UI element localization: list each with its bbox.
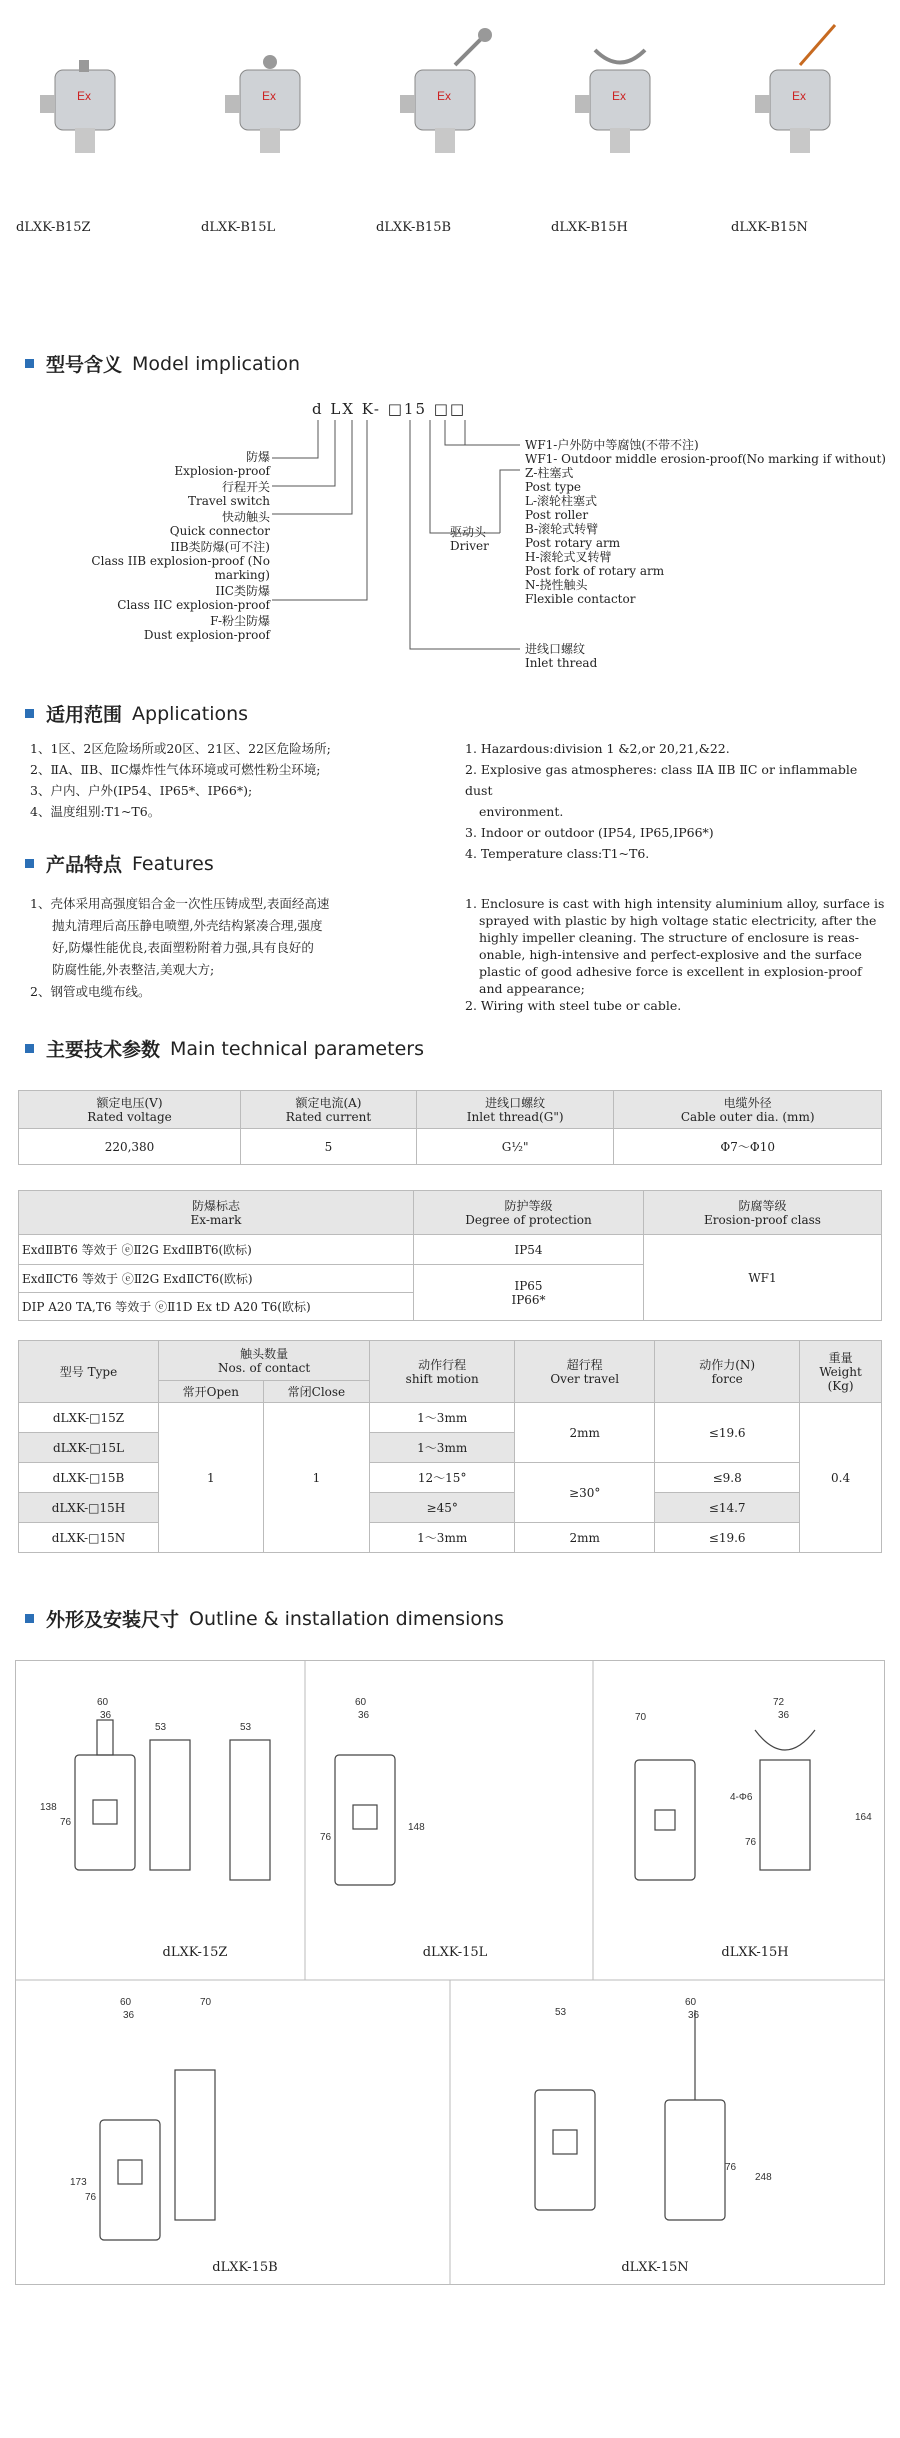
svg-text:76: 76 — [85, 2192, 97, 2203]
model-driver: 驱动头 Driver — [450, 525, 489, 553]
svg-text:Ex: Ex — [262, 89, 277, 103]
svg-text:138: 138 — [40, 1802, 57, 1813]
table-mechanical: 型号 Type 触头数量 Nos. of contact 动作行程 shift motion 超行程 Over travel 动作力(N) force 重量 Weight (Kg) 常开Open 常闭Close dLXK-□15Z 1 1 1～3mm 2mm ≤19.6 0.4 dLXK-□15L 1～3mm dLXK-□15B 12～15° ≥30° ≤9.8 dLXK-□15H ≥45° ≤14.7 dLXK-□15N 1～3mm 2mm ≤19.6 — [18, 1340, 882, 1553]
features-en: 1. Enclosure is cast with high intensity aluminium alloy, surface is sprayed with plastic by high voltage static electricity, after the highly impeller cleaning. The structure of enclosure is reas- onable, high-intensive and perfect-explosive and the surface plastic of good adhesive force is excellent in explosion-proof and appearance; 2. Wiring with steel tube or cable. — [465, 896, 885, 1013]
svg-text:60: 60 — [97, 1697, 109, 1708]
svg-text:164: 164 — [855, 1812, 872, 1823]
table-row: dLXK-□15N 1～3mm 2mm ≤19.6 — [19, 1523, 882, 1553]
drawing-label: dLXK-15L — [422, 1945, 488, 1960]
svg-text:148: 148 — [408, 1822, 425, 1833]
svg-text:70: 70 — [635, 1712, 647, 1723]
section-model: 型号含义 Model implication — [25, 350, 300, 377]
product-name: dLXK-B15B — [376, 220, 452, 235]
svg-text:72: 72 — [773, 1697, 785, 1708]
svg-text:60: 60 — [685, 1997, 697, 2008]
svg-text:76: 76 — [320, 1832, 332, 1843]
product-name: dLXK-B15L — [201, 220, 276, 235]
section-params: 主要技术参数 Main technical parameters — [25, 1035, 424, 1062]
product-name: dLXK-B15Z — [16, 220, 91, 235]
svg-text:36: 36 — [778, 1710, 790, 1721]
table-row: dLXK-□15Z 1 1 1～3mm 2mm ≤19.6 0.4 — [19, 1403, 882, 1433]
model-left-list: 防爆 Explosion-proof 行程开关 Travel switch 快动触头 Quick connector IIB类防爆(可不注) Class IIB explosion-proof (No marking) IIC类防爆 Class IIC explosion-proof F-粉尘防爆 Dust explosion-proof — [91, 450, 270, 642]
svg-text:76: 76 — [725, 2162, 737, 2173]
applications-zh: 1、1区、2区危险场所或20区、21区、22区危险场所; 2、ⅡA、ⅡB、ⅡC爆炸性气体环境或可燃性粉尘环境; 3、户内、户外(IP54、IP65*、IP66*); 4、温度组别:T1~T6。 — [30, 741, 331, 819]
model-code: d LX K- □15 □□ — [312, 400, 467, 418]
drawing-label: dLXK-15B — [212, 2260, 278, 2275]
svg-text:Ex: Ex — [437, 89, 452, 103]
svg-text:173: 173 — [70, 2177, 87, 2188]
svg-text:53: 53 — [555, 2007, 567, 2018]
svg-text:60: 60 — [355, 1697, 367, 1708]
applications-en: 1. Hazardous:division 1 &2,or 20,21,&22. 2. Explosive gas atmospheres: class ⅡA ⅡB ⅡC or inflammable dust environment. 3. Indoor or outdoor (IP54, IP65,IP66*) 4. Temperature class:T1~T6. — [465, 741, 858, 861]
svg-text:36: 36 — [358, 1710, 370, 1721]
svg-text:60: 60 — [120, 1997, 132, 2008]
svg-text:76: 76 — [60, 1817, 72, 1828]
table-row: dLXK-□15B 12～15° ≥30° ≤9.8 — [19, 1463, 882, 1493]
svg-text:70: 70 — [200, 1997, 212, 2008]
drawing-label: dLXK-15Z — [162, 1945, 228, 1960]
table-electrical: 额定电压(V) Rated voltage 额定电流(A) Rated current 进线口螺纹 Inlet thread(G") 电缆外径 Cable outer dia. (mm) 220,380 5 G½" Φ7～Φ10 — [18, 1090, 882, 1165]
drawing-label: dLXK-15N — [621, 2260, 689, 2275]
drawing-label: dLXK-15H — [721, 1945, 789, 1960]
product-name: dLXK-B15N — [731, 220, 808, 235]
svg-text:248: 248 — [755, 2172, 772, 2183]
svg-text:76: 76 — [745, 1837, 757, 1848]
svg-text:4-Φ6: 4-Φ6 — [730, 1792, 753, 1803]
model-connector-lines — [0, 0, 900, 700]
svg-text:36: 36 — [123, 2010, 135, 2021]
svg-text:36: 36 — [688, 2010, 700, 2021]
svg-text:Ex: Ex — [612, 89, 627, 103]
section-applications: 适用范围 Applications — [25, 700, 248, 727]
table-row: dLXK-□15L 1～3mm — [19, 1433, 882, 1463]
section-outline: 外形及安装尺寸 Outline & installation dimensions — [25, 1605, 504, 1632]
svg-text:53: 53 — [240, 1722, 252, 1733]
features-zh: 1、壳体采用高强度铝合金一次性压铸成型,表面经高速 抛丸清理后高压静电喷塑,外壳结构紧凑合理,强度 好,防爆性能优良,表面塑粉附着力强,具有良好的 防腐性能,外表整洁,美观大方; 2、钢管或电缆布线。 — [30, 896, 330, 999]
table-row: dLXK-□15H ≥45° ≤14.7 — [19, 1493, 882, 1523]
section-features: 产品特点 Features — [25, 850, 214, 877]
outline-drawings — [15, 1660, 885, 2285]
svg-text:36: 36 — [100, 1710, 112, 1721]
svg-text:Ex: Ex — [77, 89, 92, 103]
product-name: dLXK-B15H — [551, 220, 628, 235]
model-right-list: WF1-户外防中等腐蚀(不带不注) WF1- Outdoor middle erosion-proof(No marking if without) Z-柱塞式 Post type L-滚轮柱塞式 Post roller B-滚轮式转臂 Post rotary arm H-滚轮式叉转臂 Post fork of rotary arm N-挠性触头 Flexible contactor — [525, 438, 886, 606]
svg-text:53: 53 — [155, 1722, 167, 1733]
svg-text:Ex: Ex — [792, 89, 807, 103]
model-inlet: 进线口螺纹 Inlet thread — [525, 642, 598, 670]
table-exmark: 防爆标志 Ex-mark 防护等级 Degree of protection 防腐等级 Erosion-proof class ExdⅡBT6 等效于 ⓔⅡ2G ExdⅡBT6(欧标) IP54 WF1 ExdⅡCT6 等效于 ⓔⅡ2G ExdⅡCT6(欧标) IP65 IP66* DIP A20 TA,T6 等效于 ⓔⅡ1D Ex tD A20 T6(欧标) — [18, 1190, 882, 1321]
